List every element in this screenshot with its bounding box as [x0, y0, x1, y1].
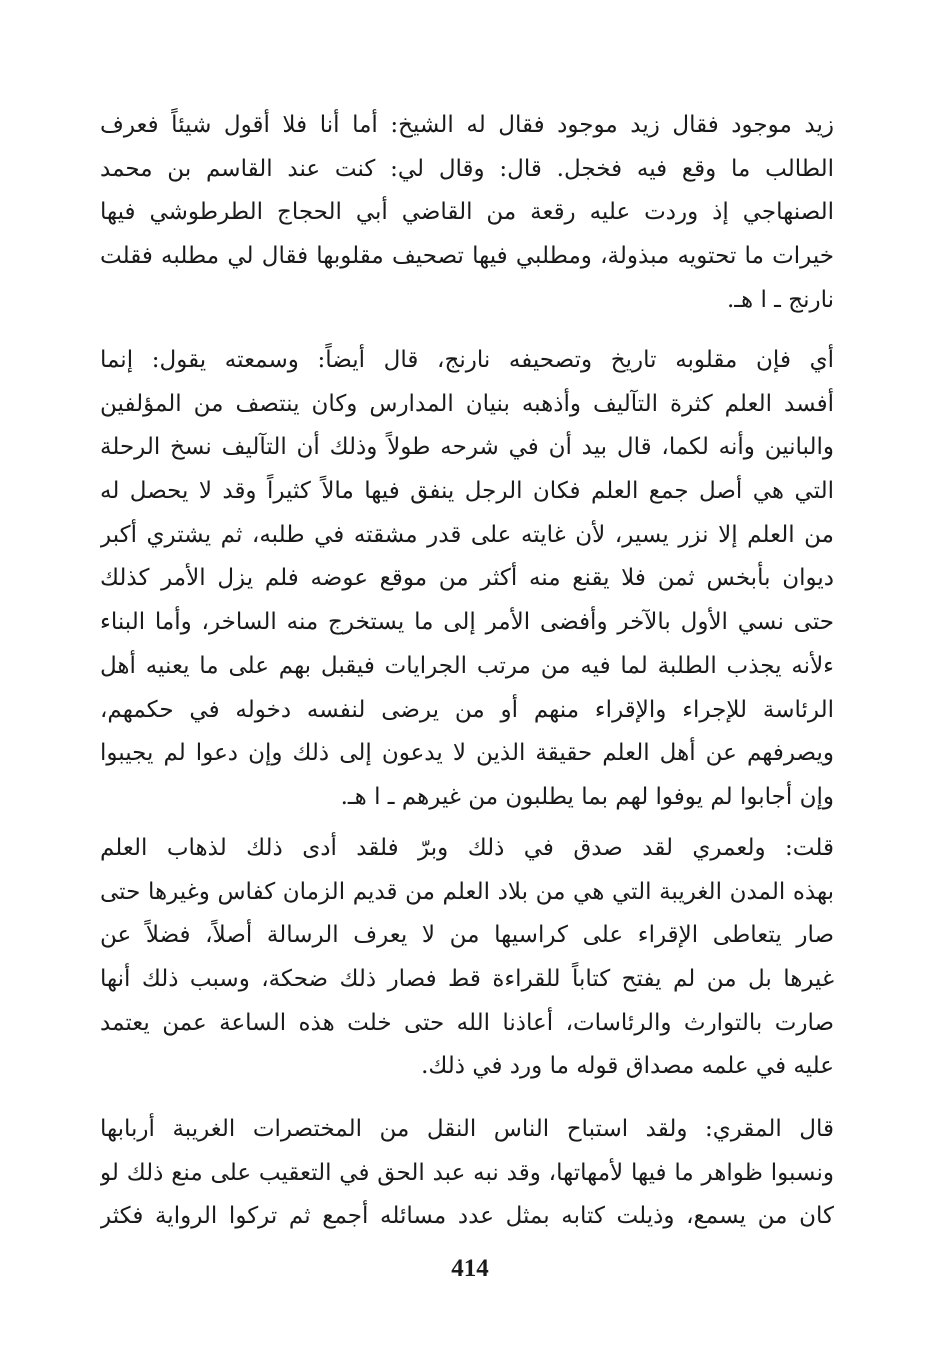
paragraph-2	[100, 339, 834, 820]
text-line: الصنهاجي إذ وردت عليه رقعة من القاضي أبي الحجاج الطرطوشي فيها	[100, 199, 834, 226]
text-line: الرئاسة للإجراء والإقراء منهم أو من يرضى لنفسه دخوله في حكمهم،	[100, 696, 834, 723]
text-line: زيد موجود فقال زيد موجود فقال له الشيخ: أما أنا فلا أقول شيئاً فعرف	[100, 112, 834, 138]
text-line: كان من يسمع، وذيلت كتابه بمثل عدد مسائله أجمع ثم تركوا الرواية فكثر	[100, 1203, 834, 1230]
text-line: حتى نسي الأول بالآخر وأفضى الأمر إلى ما يستخرج منه الساخر، وأما البناء	[100, 609, 834, 636]
text-line: والبانين وأنه لكما، قال بيد أن في شرحه طولاً وذلك أن التآليف نسخ الرحلة	[100, 434, 834, 461]
text-line: غيرها بل من لم يفتح كتاباً للقراءة قط فصار ذلك ضحكة، وسبب ذلك أنها	[100, 966, 834, 993]
text-line: صارت بالتوارث والرئاسات، أعاذنا الله حتى خلت هذه الساعة عمن يعتمد	[100, 1009, 834, 1036]
text-line: قال المقري: ولقد استباح الناس النقل من المختصرات الغريبة أربابها	[100, 1116, 834, 1142]
text-line: قلت: ولعمري لقد صدق في ذلك وبرّ فلقد أدى ذلك لذهاب العلم	[100, 835, 834, 861]
page-number: 414	[451, 1255, 489, 1282]
text-line: صار يتعاطى الإقراء على كراسيها من لا يعرف الرسالة أصلاً، فضلاً عن	[100, 922, 834, 949]
text-line: بهذه المدن الغريبة التي هي من بلاد العلم من قديم الزمان كفاس وغيرها حتى	[100, 878, 834, 905]
text-line: نارنج ـ ا هـ.	[726, 286, 834, 313]
paragraph-3	[100, 827, 834, 1089]
text-line: الطالب ما وقع فيه فخجل. قال: وقال لي: كنت عند القاسم بن محمد	[100, 155, 834, 182]
paragraph-4	[100, 1108, 834, 1239]
text-line: وإن أجابوا لم يوفوا لهم بما يطلبون من غيرهم ـ ا هـ.	[340, 783, 834, 810]
text-line: ونسبوا ظواهر ما فيها لأمهاتها، وقد نبه عبد الحق في التعقيب على منع ذلك لو	[100, 1159, 834, 1186]
text-line: ويصرفهم عن أهل العلم حقيقة الذين لا يدعون إلى ذلك وإن دعوا لم يجيبوا	[100, 740, 834, 767]
text-line: ءلأنه يجذب الطلبة لما فيه من مرتب الجرايات فيقبل بهم على ما يعنيه أهل	[100, 652, 834, 679]
text-line: أفسد العلم كثرة التآليف وأذهبه بنيان المدارس وكان ينتصف من المؤلفين	[100, 390, 834, 417]
text-line: أي فإن مقلوبه تاريخ وتصحيفه نارنج، قال أيضاً: وسمعته يقول: إنما	[100, 347, 834, 373]
text-line: ديوان بأبخس ثمن فلا يقنع منه أكثر من موقع عوضه فلم يزل الأمر كذلك	[100, 565, 834, 592]
text-line: عليه في علمه مصداق قوله ما ورد في ذلك.	[421, 1053, 834, 1080]
text-line: التي هي أصل جمع العلم فكان الرجل ينفق فيها مالاً كثيراً وقد لا يحصل له	[100, 478, 834, 505]
text-line: من العلم إلا نزر يسير، لأن غايته على قدر مشقته في طلبه، ثم يشتري أكبر	[100, 521, 834, 548]
paragraph-1	[100, 104, 834, 322]
text-line: خيرات ما تحتويه مبذولة، ومطلبي فيها تصحيف مقلوبها فقال لي مطلبه فقلت	[100, 243, 834, 270]
